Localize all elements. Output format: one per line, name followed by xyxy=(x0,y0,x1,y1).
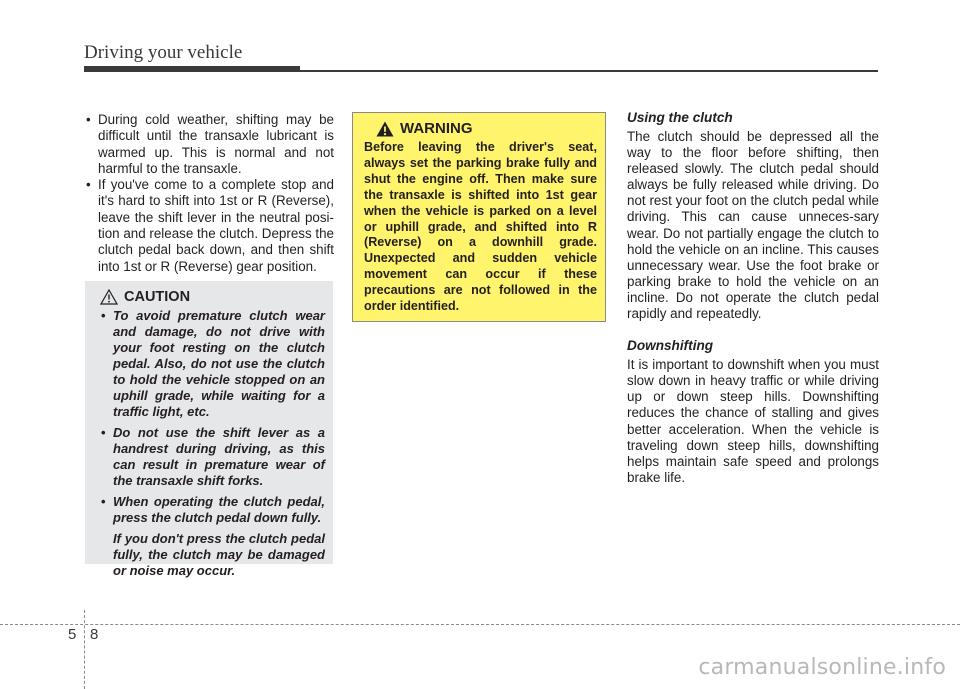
intro-bullet-list xyxy=(86,112,334,275)
right-column xyxy=(627,110,879,486)
caution-item: • Do not use the shift lever as a handrest during driving, as this can result in premature wear of the transaxle shift forks. xyxy=(94,425,325,489)
page-chapter-number: 5 xyxy=(68,626,77,643)
header-rule-thick xyxy=(84,66,300,72)
section-spacer xyxy=(627,322,879,338)
warning-title: WARNING xyxy=(400,120,473,137)
header-rule-thin xyxy=(300,70,878,72)
page-header-title: Driving your vehicle xyxy=(84,42,243,63)
warning-body: Before leaving the driver's seat, always set the parking brake fully and shut the engine off. Then make sure the transaxle is shifted into 1st gear when the vehicle is parked on a level or uphill grade, and shifted into R (Reverse) on a downhill grade. Unexpected and sudden vehicle movement can occur if these precautions are not followed in the order identified. xyxy=(364,140,597,314)
watermark-text: carmanualsonline.info xyxy=(698,655,946,680)
caution-item xyxy=(94,494,325,579)
caution-title: CAUTION xyxy=(124,289,191,305)
caution-triangle-icon xyxy=(100,289,118,305)
section-body-downshifting: It is important to downshift when you must slow down in heavy traffic or while driving up or down steep hills. Downshifting reduces the chance of stalling and gives better acceleration. When the vehicle is traveling down steep hills, downshifting helps maintain safe speed and prolongs brake life. xyxy=(627,357,879,485)
footer-dashed-rule xyxy=(0,624,960,625)
warning-box xyxy=(352,112,606,322)
section-body-using-clutch: The clutch should be depressed all the way to the floor before shifting, then released slowly. The clutch pedal should always be fully released while driving. Do not rest your foot on the clutch pedal while driving. This can cause unneces-sary wear. Do not partially engage the clutch to hold the vehicle on an incline. This causes unnecessary wear. Use the foot brake or parking brake to hold the vehicle on an incline. Do not operate the clutch pedal rapidly and repeatedly. xyxy=(627,129,879,322)
warning-header xyxy=(376,120,597,137)
intro-bullet-item: • If you've come to a complete stop and it's hard to shift into 1st or R (Reverse), leave the shift lever in the neutral posi-tion and release the clutch. Depress the clutch pedal back down, and then shift into 1st or R (Reverse) gear position. xyxy=(86,177,334,275)
footer-dashed-divider xyxy=(84,610,85,689)
page-number: 8 xyxy=(90,626,99,643)
intro-column xyxy=(86,112,334,275)
section-title-using-clutch: Using the clutch xyxy=(627,110,733,125)
caution-box xyxy=(85,281,333,578)
warning-triangle-icon xyxy=(376,121,394,137)
caution-item-text: When operating the clutch pedal, press the clutch pedal down fully. xyxy=(113,494,325,525)
section-title-downshifting: Downshifting xyxy=(627,338,714,354)
caution-header xyxy=(100,289,325,305)
caution-item-sub: If you don't press the clutch pedal fully, the clutch may be damaged or noise may occur. xyxy=(113,531,325,578)
caution-list xyxy=(94,308,325,579)
caution-item: • To avoid premature clutch wear and damage, do not drive with your foot resting on the clutch pedal. Also, do not use the clutch to hold the vehicle stopped on an uphill grade, while waiting for a traffic light, etc. xyxy=(94,308,325,420)
intro-bullet-item: • During cold weather, shifting may be difficult until the transaxle lubricant is warmed up. This is normal and not harmful to the transaxle. xyxy=(86,112,334,177)
